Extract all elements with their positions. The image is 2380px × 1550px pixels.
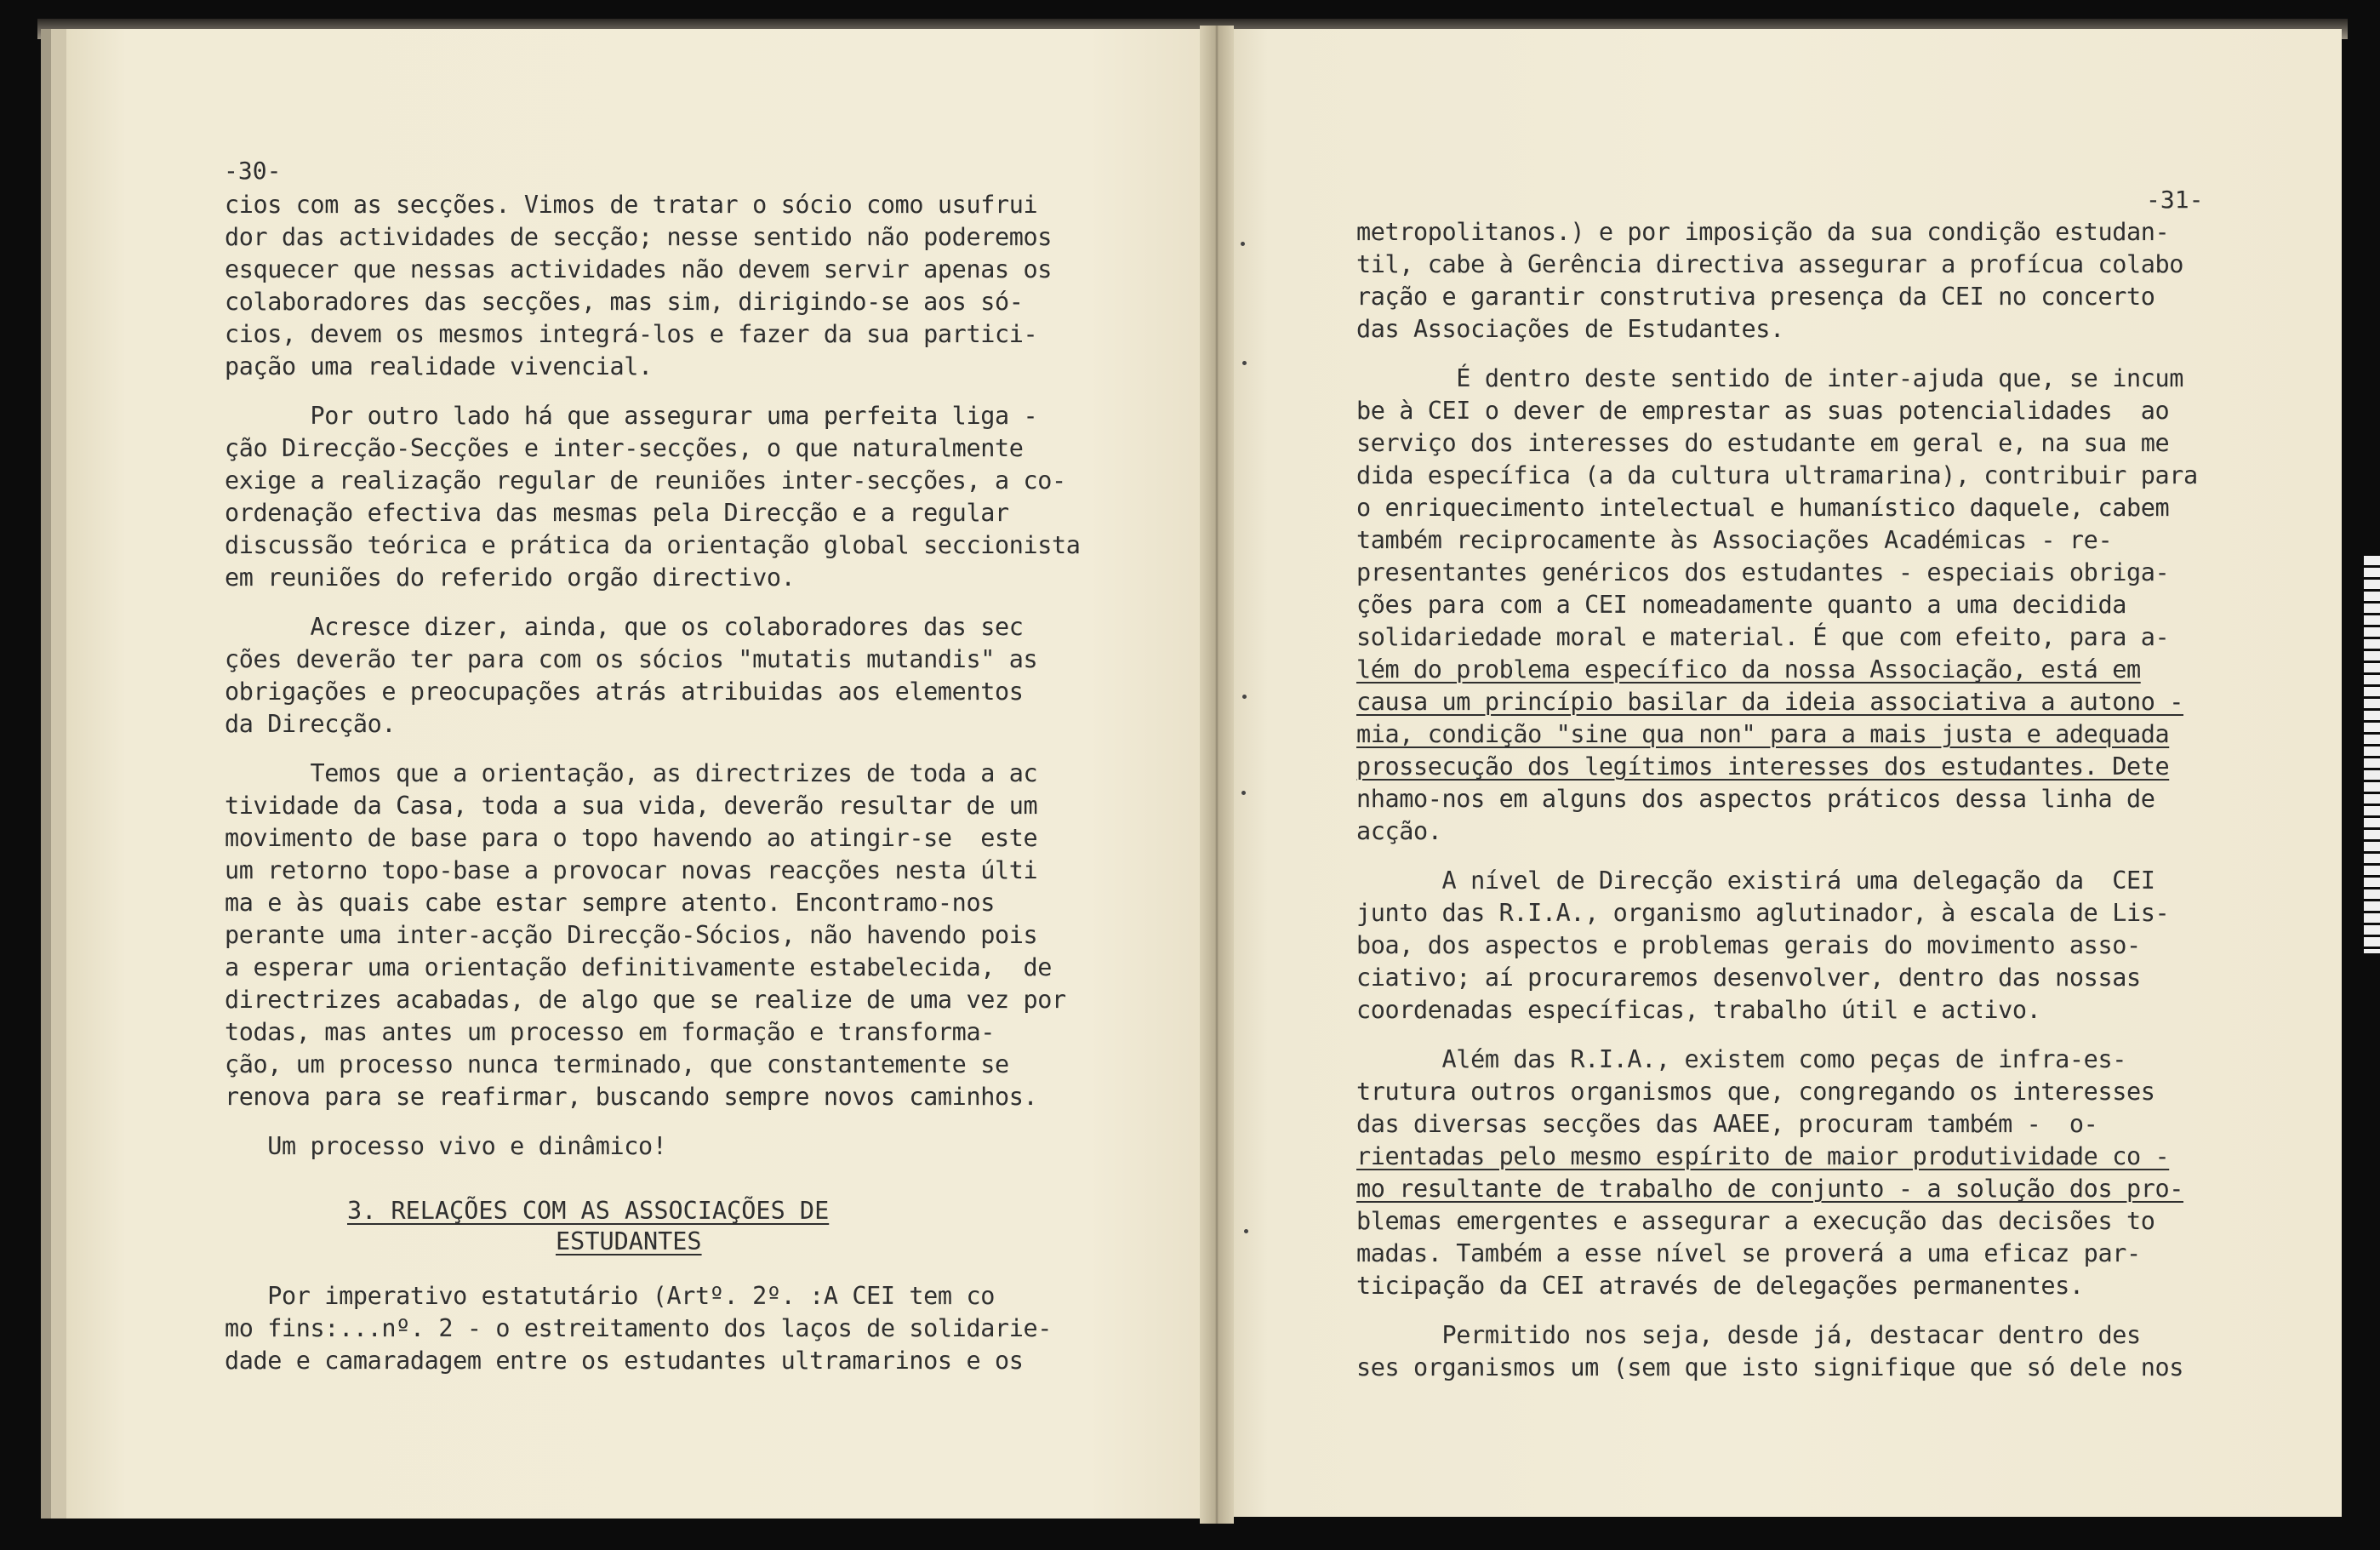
text-line: exige a realização regular de reuniões inter-secções, a co- bbox=[225, 466, 1066, 495]
text-line: trutura outros organismos que, congregando os interesses bbox=[1356, 1078, 2155, 1106]
text-line: ses organismos um (sem que isto signifique que só dele nos bbox=[1356, 1353, 2183, 1381]
text-line: dida específica (a da cultura ultramarina), contribuir para bbox=[1356, 461, 2198, 489]
text-line: da Direcção. bbox=[225, 710, 397, 738]
text-line: colaboradores das secções, mas sim, dirigindo-se aos só- bbox=[225, 288, 1024, 316]
text-line: cios, devem os mesmos integrá-los e fazer da sua partici- bbox=[225, 320, 1038, 348]
left-body-bottom bbox=[225, 1280, 1052, 1377]
left-page bbox=[66, 29, 1215, 1519]
section-heading: 3. RELAÇÕES COM AS ASSOCIAÇÕES DE bbox=[347, 1197, 830, 1225]
left-body bbox=[225, 189, 1081, 1163]
right-page bbox=[1217, 29, 2342, 1517]
text-line: movimento de base para o topo havendo ao atingir-se este bbox=[225, 824, 1038, 852]
page-number: -30- bbox=[224, 157, 282, 185]
paragraph-gap bbox=[225, 383, 1081, 400]
right-body bbox=[1356, 216, 2198, 1384]
paper-speck bbox=[1241, 791, 1246, 795]
paragraph-gap bbox=[1356, 848, 2198, 865]
text-line: metropolitanos.) e por imposição da sua condição estudan- bbox=[1356, 218, 2170, 246]
page-number: -31- bbox=[2146, 186, 2204, 214]
text-line: Acresce dizer, ainda, que os colaboradores das sec bbox=[225, 613, 1024, 641]
paper-speck bbox=[1242, 695, 1247, 699]
text-line: ção, um processo nunca terminado, que constantemente se bbox=[225, 1050, 1009, 1078]
text-line: til, cabe à Gerência directiva assegurar a profícua colabo bbox=[1356, 250, 2183, 278]
text-line: ma e às quais cabe estar sempre atento. Encontramo-nos bbox=[225, 889, 995, 917]
text-line: presentantes genéricos dos estudantes - especiais obriga- bbox=[1356, 558, 2170, 586]
text-line: esquecer que nessas actividades não devem servir apenas os bbox=[225, 255, 1052, 283]
text-line: a esperar uma orientação definitivamente estabelecida, de bbox=[225, 953, 1052, 981]
text-line: madas. Também a esse nível se proverá a uma eficaz par- bbox=[1356, 1239, 2141, 1267]
text-line: A nível de Direcção existirá uma delegação da CEI bbox=[1356, 867, 2155, 895]
paper-speck bbox=[1244, 1229, 1248, 1233]
text-line: renova para se reafirmar, buscando sempre novos caminhos. bbox=[225, 1083, 1038, 1111]
underlined-line: causa um princípio basilar da ideia associativa a autono - bbox=[1356, 688, 2183, 716]
text-line: dade e camaradagem entre os estudantes ultramarinos e os bbox=[225, 1347, 1024, 1375]
text-line: Além das R.I.A., existem como peças de infra-es- bbox=[1356, 1045, 2126, 1073]
text-line: nhamo-nos em alguns dos aspectos práticos dessa linha de bbox=[1356, 785, 2155, 813]
text-line: todas, mas antes um processo em formação e transforma- bbox=[225, 1018, 995, 1046]
text-line: ções deverão ter para com os sócios "mutatis mutandis" as bbox=[225, 645, 1038, 673]
underlined-line: prossecução dos legítimos interesses dos estudantes. Dete bbox=[1356, 752, 2170, 781]
text-line: acção. bbox=[1356, 817, 1442, 845]
text-line: obrigações e preocupações atrás atribuidas aos elementos bbox=[225, 678, 1024, 706]
section-heading-continued: ESTUDANTES bbox=[556, 1227, 702, 1255]
paragraph-gap bbox=[225, 741, 1081, 758]
text-line: discussão teórica e prática da orientação global seccionista bbox=[225, 531, 1081, 559]
text-line: boa, dos aspectos e problemas gerais do movimento asso- bbox=[1356, 931, 2141, 959]
paper-speck bbox=[1242, 361, 1247, 365]
text-line: junto das R.I.A., organismo aglutinador, à escala de Lis- bbox=[1356, 899, 2170, 927]
text-line: dor das actividades de secção; nesse sentido não poderemos bbox=[225, 223, 1052, 251]
text-line: em reuniões do referido orgão directivo. bbox=[225, 563, 796, 592]
text-line: directrizes acabadas, de algo que se realize de uma vez por bbox=[225, 986, 1066, 1014]
text-line: Um processo vivo e dinâmico! bbox=[225, 1132, 667, 1160]
text-line: Por imperativo estatutário (Artº. 2º. :A CEI tem co bbox=[225, 1282, 995, 1310]
text-line: das diversas secções das AAEE, procuram também - o- bbox=[1356, 1110, 2098, 1138]
text-line: be à CEI o dever de emprestar as suas potencialidades ao bbox=[1356, 397, 2170, 425]
text-line: blemas emergentes e assegurar a execução das decisões to bbox=[1356, 1207, 2155, 1235]
text-line: ticipação da CEI através de delegações permanentes. bbox=[1356, 1272, 2084, 1300]
text-line: Por outro lado há que assegurar uma perfeita liga - bbox=[225, 402, 1038, 430]
underlined-line: mia, condição "sine qua non" para a mais justa e adequada bbox=[1356, 720, 2170, 748]
text-line: É dentro deste sentido de inter-ajuda que, se incum bbox=[1356, 364, 2183, 392]
text-line: mo fins:...nº. 2 - o estreitamento dos laços de solidarie- bbox=[225, 1314, 1052, 1342]
paper-speck bbox=[1241, 242, 1245, 246]
text-line: tividade da Casa, toda a sua vida, deverão resultar de um bbox=[225, 792, 1038, 820]
paragraph-gap bbox=[1356, 1027, 2198, 1044]
paragraph-gap bbox=[225, 594, 1081, 611]
text-line: Temos que a orientação, as directrizes de toda a ac bbox=[225, 759, 1038, 787]
text-line: ciativo; aí procuraremos desenvolver, dentro das nossas bbox=[1356, 964, 2141, 992]
scale-ruler bbox=[2364, 553, 2380, 953]
text-line: solidariedade moral e material. É que com efeito, para a- bbox=[1356, 623, 2170, 651]
text-line: ções para com a CEI nomeadamente quanto a uma decidida bbox=[1356, 591, 2126, 619]
text-line: Permitido nos seja, desde já, destacar dentro des bbox=[1356, 1321, 2141, 1349]
underlined-line: mo resultante de trabalho de conjunto - a solução dos pro- bbox=[1356, 1175, 2183, 1203]
underlined-line: rientadas pelo mesmo espírito de maior produtividade co - bbox=[1356, 1142, 2170, 1170]
text-line: também reciprocamente às Associações Académicas - re- bbox=[1356, 526, 2113, 554]
text-line: ção Direcção-Secções e inter-secções, o que naturalmente bbox=[225, 434, 1024, 462]
paragraph-gap bbox=[225, 1113, 1081, 1130]
text-line: um retorno topo-base a provocar novas reacções nesta últi bbox=[225, 856, 1038, 884]
underlined-line: lém do problema específico da nossa Associação, está em bbox=[1356, 655, 2141, 683]
text-line: perante uma inter-acção Direcção-Sócios, não havendo pois bbox=[225, 921, 1038, 949]
paragraph-gap bbox=[1356, 1302, 2198, 1319]
text-line: pação uma realidade vivencial. bbox=[225, 352, 653, 380]
text-line: o enriquecimento intelectual e humanístico daquele, cabem bbox=[1356, 494, 2170, 522]
text-line: das Associações de Estudantes. bbox=[1356, 315, 1784, 343]
book-gutter bbox=[1200, 26, 1234, 1524]
paragraph-gap bbox=[1356, 346, 2198, 363]
text-line: ordenação efectiva das mesmas pela Direcção e a regular bbox=[225, 499, 1009, 527]
text-line: coordenadas específicas, trabalho útil e activo. bbox=[1356, 996, 2041, 1024]
text-line: ração e garantir construtiva presença da CEI no concerto bbox=[1356, 283, 2155, 311]
text-line: cios com as secções. Vimos de tratar o sócio como usufrui bbox=[225, 191, 1038, 219]
text-line: serviço dos interesses do estudante em geral e, na sua me bbox=[1356, 429, 2170, 457]
